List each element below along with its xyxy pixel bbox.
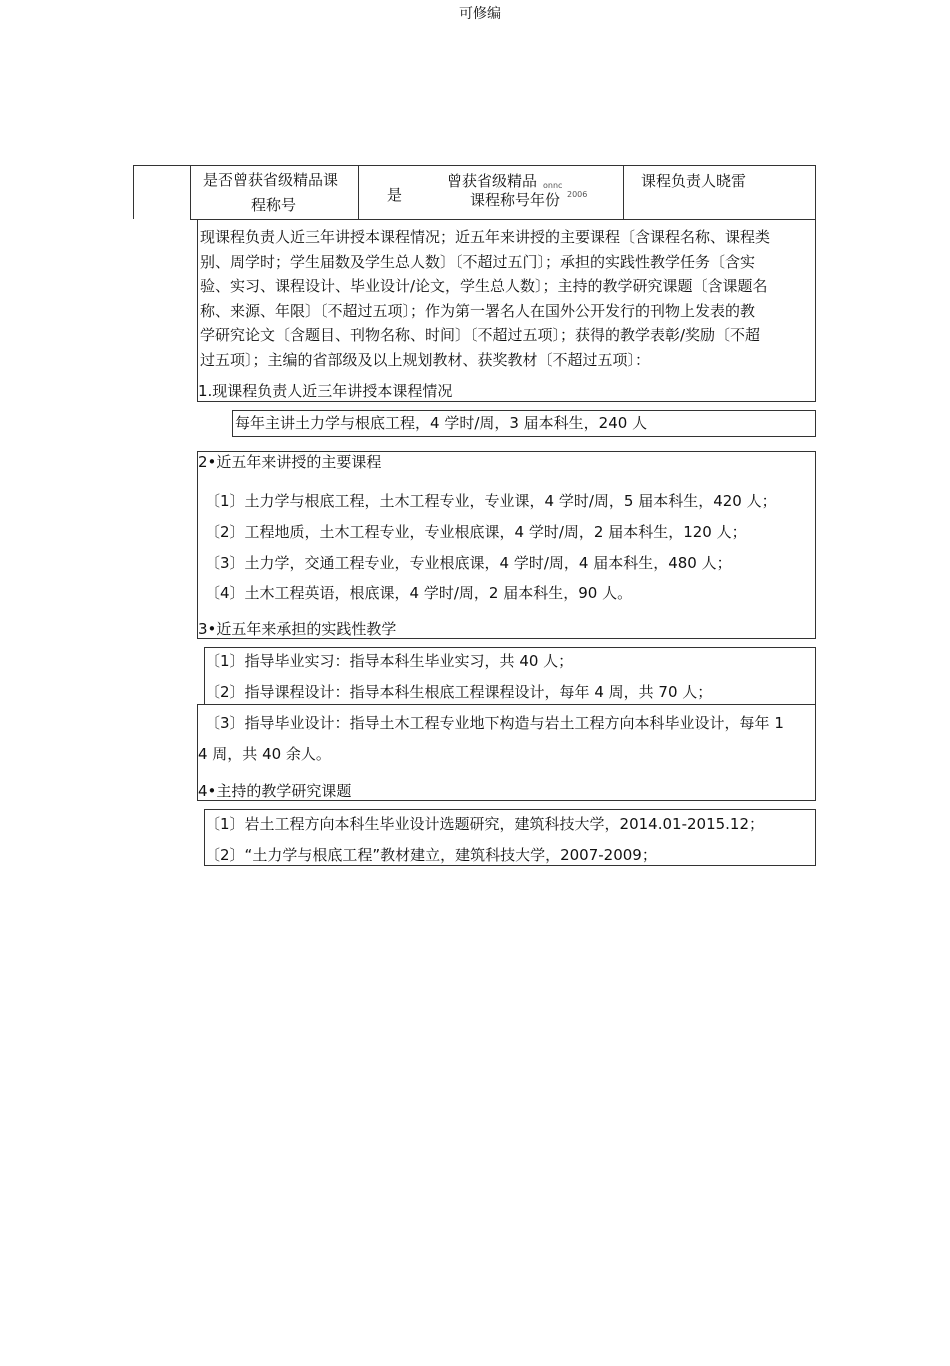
award-year-label-line1: 曾获省级精品 [447, 172, 538, 190]
section2-heading: 2•近五年来讲授的主要课程 [198, 453, 382, 471]
section3-heading: 3•近五年来承担的实践性教学 [198, 620, 397, 638]
section2-item: 〔4〕土木工程英语，根底课，4 学时/周，2 届本科生，90 人。 [205, 584, 633, 602]
section2-item: 〔1〕土力学与根底工程，土木工程专业，专业课，4 学时/周，5 届本科生，420 人； [205, 492, 777, 510]
section2-item: 〔2〕工程地质，土木工程专业，专业根底课，4 学时/周，2 届本科生，120 人； [205, 523, 747, 541]
top-table-divider-1 [358, 166, 359, 220]
section3-item: 〔2〕指导课程设计：指导本科生根底工程课程设计，每年 4 周，共 70 人； [205, 683, 713, 701]
intro-line: 验、实习、课程设计、毕业设计/论文，学生总人数〕；主持的教学研究课题〔含课题名 [200, 277, 768, 295]
section2-item: 〔3〕土力学，交通工程专业，专业根底课，4 学时/周，4 届本科生，480 人； [205, 554, 732, 572]
section2-box [197, 451, 816, 639]
intro-line: 过五项〕；主编的省部级及以上规划教材、获奖教材〔不超过五项〕： [200, 350, 651, 369]
intro-paragraph [200, 225, 814, 372]
course-leader: 课程负责人晓雷 [641, 172, 747, 190]
top-table-divider-2 [623, 166, 624, 220]
section3-item: 4 周，共 40 余人。 [198, 745, 331, 763]
section4-item: 〔1〕岩土工程方向本科生毕业设计选题研究，建筑科技大学，2014.01-2015.12； [205, 815, 765, 833]
page-header: 可修编 [459, 6, 501, 22]
section3-item: 〔1〕指导毕业实习：指导本科生毕业实习，共 40 人； [205, 652, 574, 670]
section1-heading: 1.现课程负责人近三年讲授本课程情况 [198, 382, 453, 400]
intro-line: 现课程负责人近三年讲授本课程情况；近五年来讲授的主要课程〔含课程名称、课程类 [200, 228, 771, 246]
intro-line: 称、来源、年限〕〔不超过五项〕；作为第一署名人在国外公开发行的刊物上发表的教 [200, 301, 756, 320]
provincial-answer: 是 [387, 186, 403, 204]
section4-heading: 4•主持的教学研究课题 [198, 782, 352, 800]
top-table-left-stub [133, 165, 191, 219]
intro-line: 别、周学时；学生届数及学生总人数〕〔不超过五门〕；承担的实践性教学任务〔含实 [200, 252, 756, 271]
provincial-label-line1: 是否曾获省级精品课 [203, 171, 339, 189]
section3-item: 〔3〕指导毕业设计：指导土木工程专业地下构造与岩土工程方向本科毕业设计，每年 1 [205, 714, 784, 732]
award-year-label-line2: 课程称号年份 [470, 191, 561, 209]
provincial-label-line2: 程称号 [251, 196, 297, 214]
intro-line: 学研究论文〔含题目、刊物名称、时间〕〔不超过五项〕；获得的教学表彰/奖励〔不超 [200, 326, 761, 344]
award-year-value: 2006 [567, 190, 588, 199]
section1-content: 每年主讲土力学与根底工程，4 学时/周，3 届本科生，240 人 [235, 414, 648, 432]
award-year-small-text: onnc [543, 181, 563, 190]
section4-item: 〔2〕“土力学与根底工程”教材建立，建筑科技大学，2007-2009； [205, 846, 657, 864]
